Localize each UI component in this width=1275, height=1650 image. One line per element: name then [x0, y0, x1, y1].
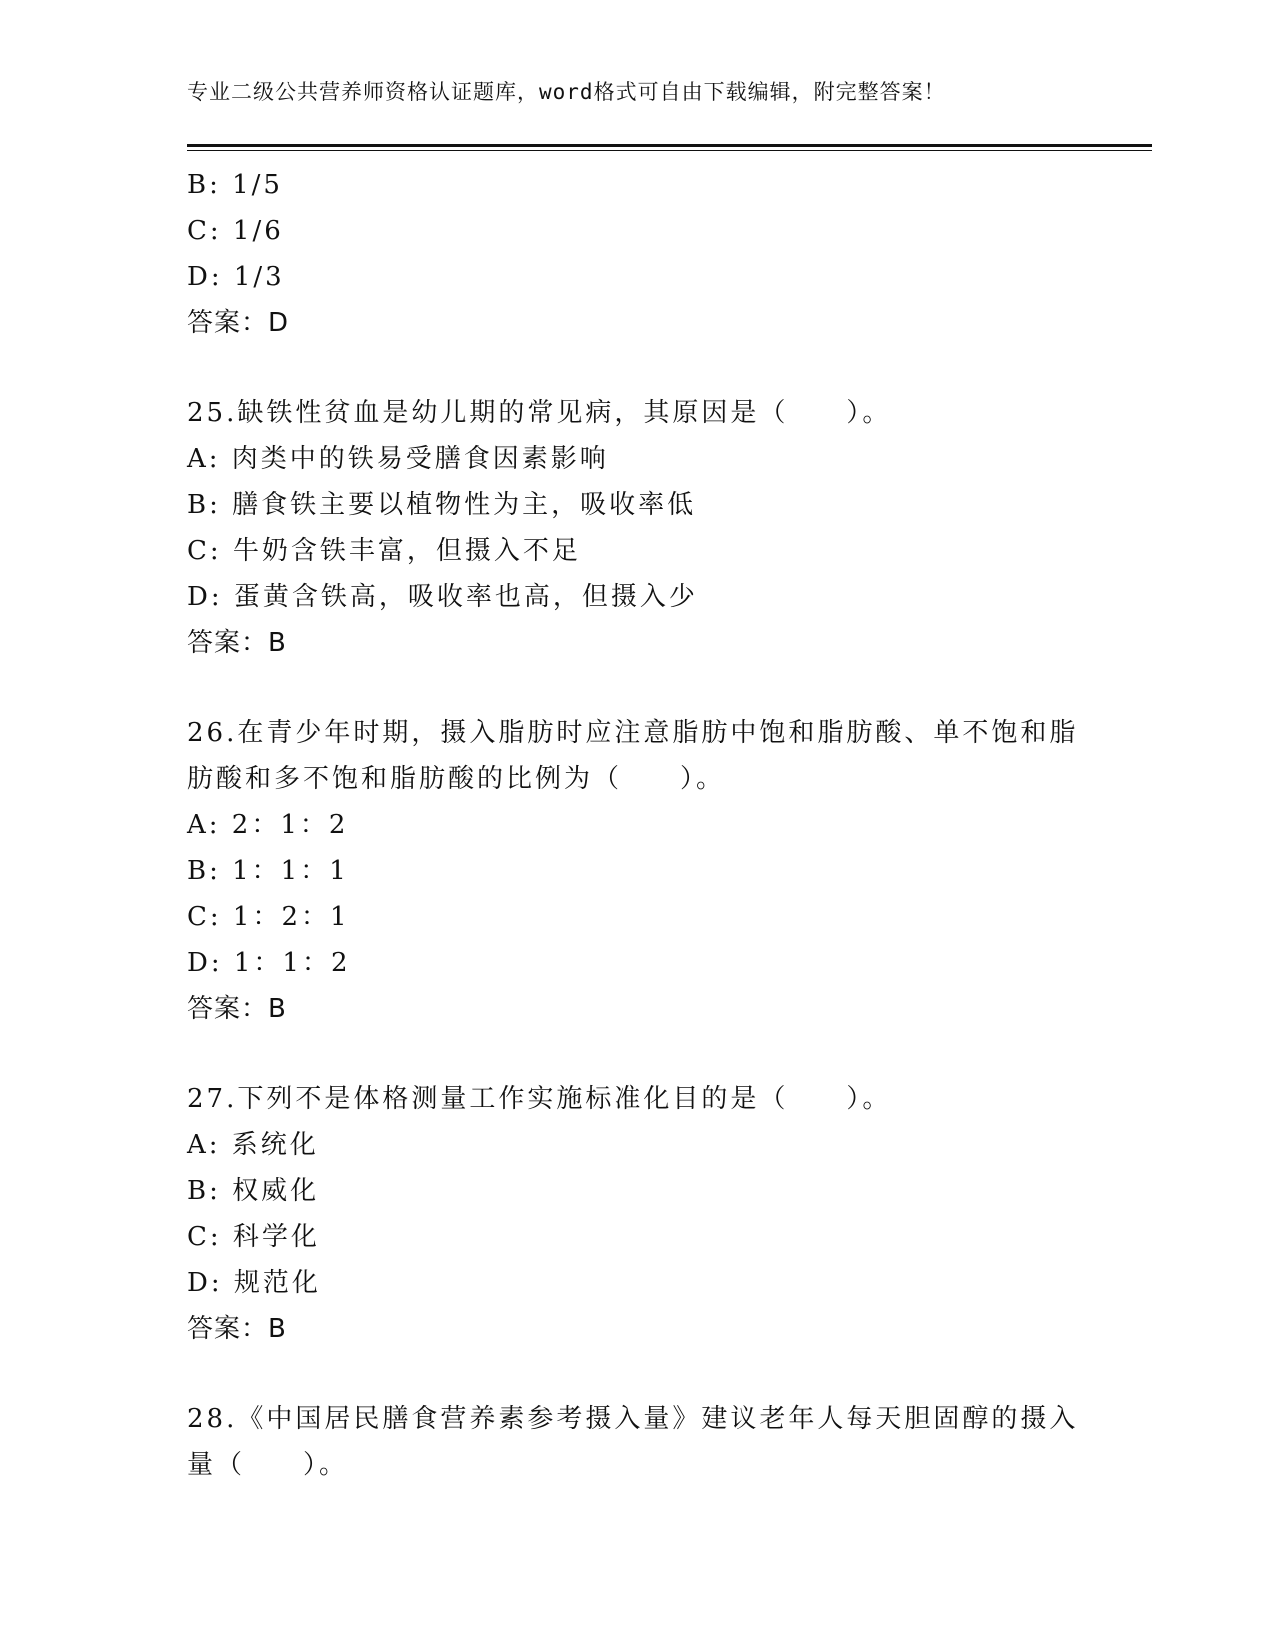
answer: 答案：D	[187, 308, 290, 338]
option-a: A: 系统化	[187, 1130, 319, 1160]
question-stem: 26.在青少年时期，摄入脂肪时应注意脂肪中饱和脂肪酸、单不饱和脂	[187, 718, 1079, 748]
option-d: D: 1：1：2	[187, 948, 351, 978]
header-divider	[187, 144, 1152, 151]
option-d: D: 蛋黄含铁高，吸收率也高，但摄入少	[187, 582, 698, 612]
question-list	[187, 162, 1087, 1488]
option-a: A: 2：1：2	[187, 810, 349, 840]
question-stem-cont: 量（ ）。	[187, 1450, 349, 1480]
option-a: A: 肉类中的铁易受膳食因素影响	[187, 444, 609, 474]
question-28	[187, 1396, 1087, 1488]
question-stem: 28.《中国居民膳食营养素参考摄入量》建议老年人每天胆固醇的摄入	[187, 1404, 1079, 1434]
option-d: D: 1/3	[187, 262, 285, 292]
option-c: C: 科学化	[187, 1222, 320, 1252]
question-25	[187, 390, 1087, 666]
option-c: C: 1：2：1	[187, 902, 350, 932]
option-b: B: 膳食铁主要以植物性为主，吸收率低	[187, 490, 697, 520]
option-c: C: 牛奶含铁丰富，但摄入不足	[187, 536, 581, 566]
previous-question	[187, 162, 1087, 346]
question-stem-cont: 肪酸和多不饱和脂肪酸的比例为（ ）。	[187, 764, 726, 794]
option-c: C: 1/6	[187, 216, 284, 246]
question-stem: 27.下列不是体格测量工作实施标准化目的是（ ）。	[187, 1084, 892, 1114]
answer: 答案：B	[187, 994, 287, 1024]
option-b: B: 1/5	[187, 170, 283, 200]
answer: 答案：B	[187, 628, 287, 658]
option-d: D: 规范化	[187, 1268, 321, 1298]
answer: 答案：B	[187, 1314, 287, 1344]
page-header: 专业二级公共营养师资格认证题库，word格式可自由下载编辑，附完整答案！	[187, 80, 946, 104]
option-b: B: 1：1：1	[187, 856, 349, 886]
question-stem: 25.缺铁性贫血是幼儿期的常见病，其原因是（ ）。	[187, 398, 892, 428]
question-26	[187, 710, 1087, 1032]
question-27	[187, 1076, 1087, 1352]
option-b: B: 权威化	[187, 1176, 320, 1206]
